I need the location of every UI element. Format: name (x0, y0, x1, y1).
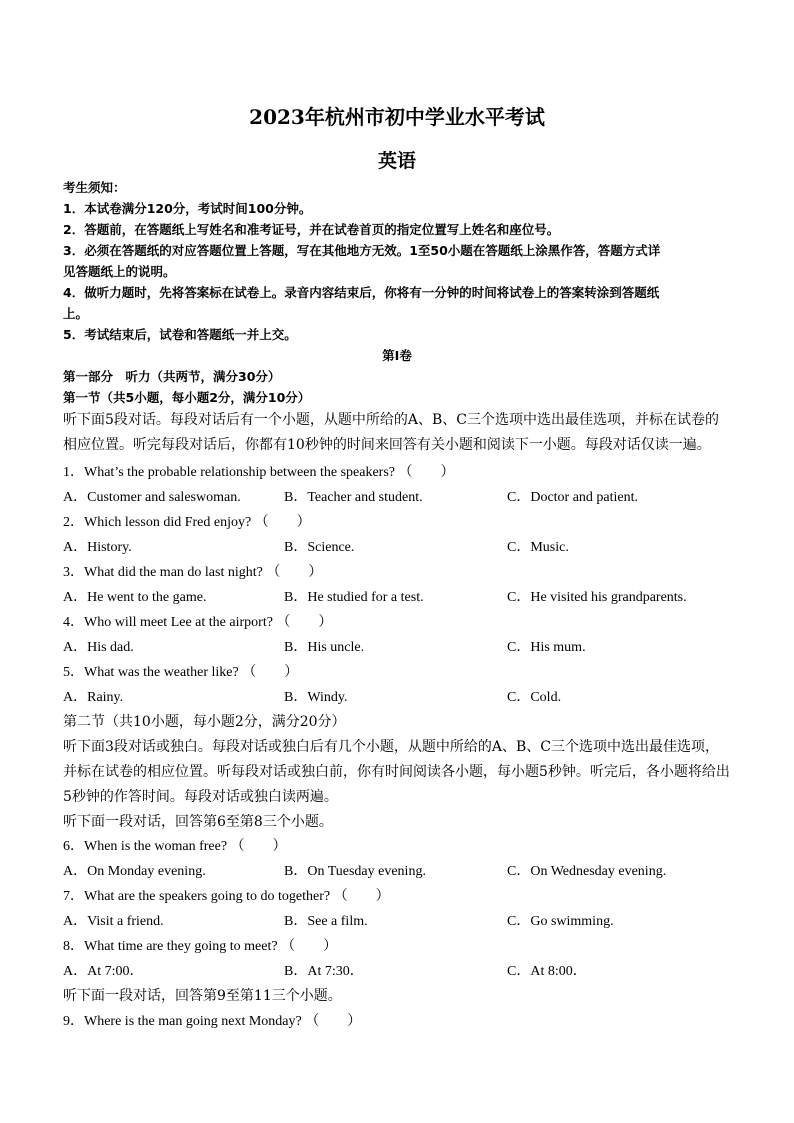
question-text: 8．What time are they going to meet? （ ） (63, 939, 338, 954)
notice-item: 1．本试卷满分120分，考试时间100分钟。 (63, 201, 312, 216)
instructions-line: 听下面5段对话。每段对话后有一个小题，从题中所给的A、B、C三个选项中选出最佳选项，并标在试卷的 (63, 412, 720, 428)
notice-heading: 考生须知： (63, 180, 126, 195)
option-c: C．His mum. (507, 640, 586, 655)
option-b: B．He studied for a test. (284, 590, 424, 605)
notice-item: 2．答题前，在答题纸上写姓名和准考证号，并在试卷首页的指定位置写上姓名和座位号。 (63, 222, 560, 237)
option-b: B．Science. (284, 540, 355, 555)
instructions-line: 5秒钟的作答时间。每段对话或独白读两遍。 (63, 789, 338, 805)
option-a: A．He went to the game. (63, 590, 207, 605)
question-text: 4．Who will meet Lee at the airport? （ ） (63, 615, 333, 630)
volume-label: 第Ⅰ卷 (382, 348, 412, 363)
dialog-instruction: 听下面一段对话，回答第6至第8三个小题。 (63, 814, 333, 830)
option-b: B．At 7:30． (284, 964, 364, 979)
question-text: 3．What did the man do last night? （ ） (63, 565, 323, 580)
option-c: C．On Wednesday evening. (507, 864, 667, 879)
option-b: B．His uncle. (284, 640, 365, 655)
instructions-line: 听下面3段对话或独白。每段对话或独白后有几个小题，从题中所给的A、B、C三个选项中选出最佳选项， (63, 739, 720, 755)
question-text: 5．What was the weather like? （ ） (63, 665, 299, 680)
section1-heading: 第一节（共5小题，每小题2分，满分10分） (63, 390, 311, 405)
question-text: 1．What’s the probable relationship between the speakers? （ ） (63, 465, 455, 480)
option-b: B．On Tuesday evening. (284, 864, 426, 879)
option-a: A．At 7:00． (63, 964, 144, 979)
option-c: C．Doctor and patient. (507, 490, 639, 505)
instructions-line: 相应位置。听完每段对话后，你都有10秒钟的时间来回答有关小题和阅读下一小题。每段对话仅读一遍。 (63, 437, 711, 453)
section2-heading: 第二节（共10小题，每小题2分，满分20分） (63, 714, 346, 730)
question-text: 6．When is the woman free? （ ） (63, 839, 287, 854)
option-c: C．Music. (507, 540, 569, 555)
option-a: A．Visit a friend. (63, 914, 164, 929)
question-text: 2．Which lesson did Fred enjoy? （ ） (63, 515, 311, 530)
option-a: A．Rainy. (63, 690, 124, 705)
option-c: C．Cold. (507, 690, 562, 705)
option-a: A．His dad. (63, 640, 134, 655)
instructions-line: 并标在试卷的相应位置。听每段对话或独白前，你有时间阅读各小题，每小题5秒钟。听完后，各小题将给出 (63, 764, 730, 780)
subject-title: 英语 (377, 150, 416, 172)
notice-item: 上。 (63, 306, 89, 321)
notice-item: 4．做听力题时，先将答案标在试卷上。录音内容结束后，你将有一分钟的时间将试卷上的答案转涂到答题纸 (63, 285, 660, 300)
option-c: C．At 8:00． (507, 964, 587, 979)
question-text: 9．Where is the man going next Monday? （ ） (63, 1014, 362, 1029)
dialog-instruction: 听下面一段对话，回答第9至第11三个小题。 (63, 988, 342, 1004)
option-b: B．Windy. (284, 690, 348, 705)
option-b: B．See a film. (284, 914, 368, 929)
option-a: A．On Monday evening. (63, 864, 206, 879)
option-a: A．History. (63, 540, 132, 555)
notice-item: 见答题纸上的说明。 (63, 264, 176, 279)
part1-heading: 第一部分 听力（共两节，满分30分） (63, 369, 281, 384)
notice-item: 5．考试结束后，试卷和答题纸一并上交。 (63, 327, 297, 342)
option-a: A．Customer and saleswoman. (63, 490, 241, 505)
exam-title: 2023年杭州市初中学业水平考试 (249, 105, 545, 129)
question-text: 7．What are the speakers going to do together? （ ） (63, 889, 390, 904)
notice-item: 3．必须在答题纸的对应答题位置上答题，写在其他地方无效。1至50小题在答题纸上涂黑作答，答题方式详 (63, 243, 661, 258)
option-c: C．He visited his grandparents. (507, 590, 687, 605)
option-c: C．Go swimming. (507, 914, 614, 929)
option-b: B．Teacher and student. (284, 490, 423, 505)
